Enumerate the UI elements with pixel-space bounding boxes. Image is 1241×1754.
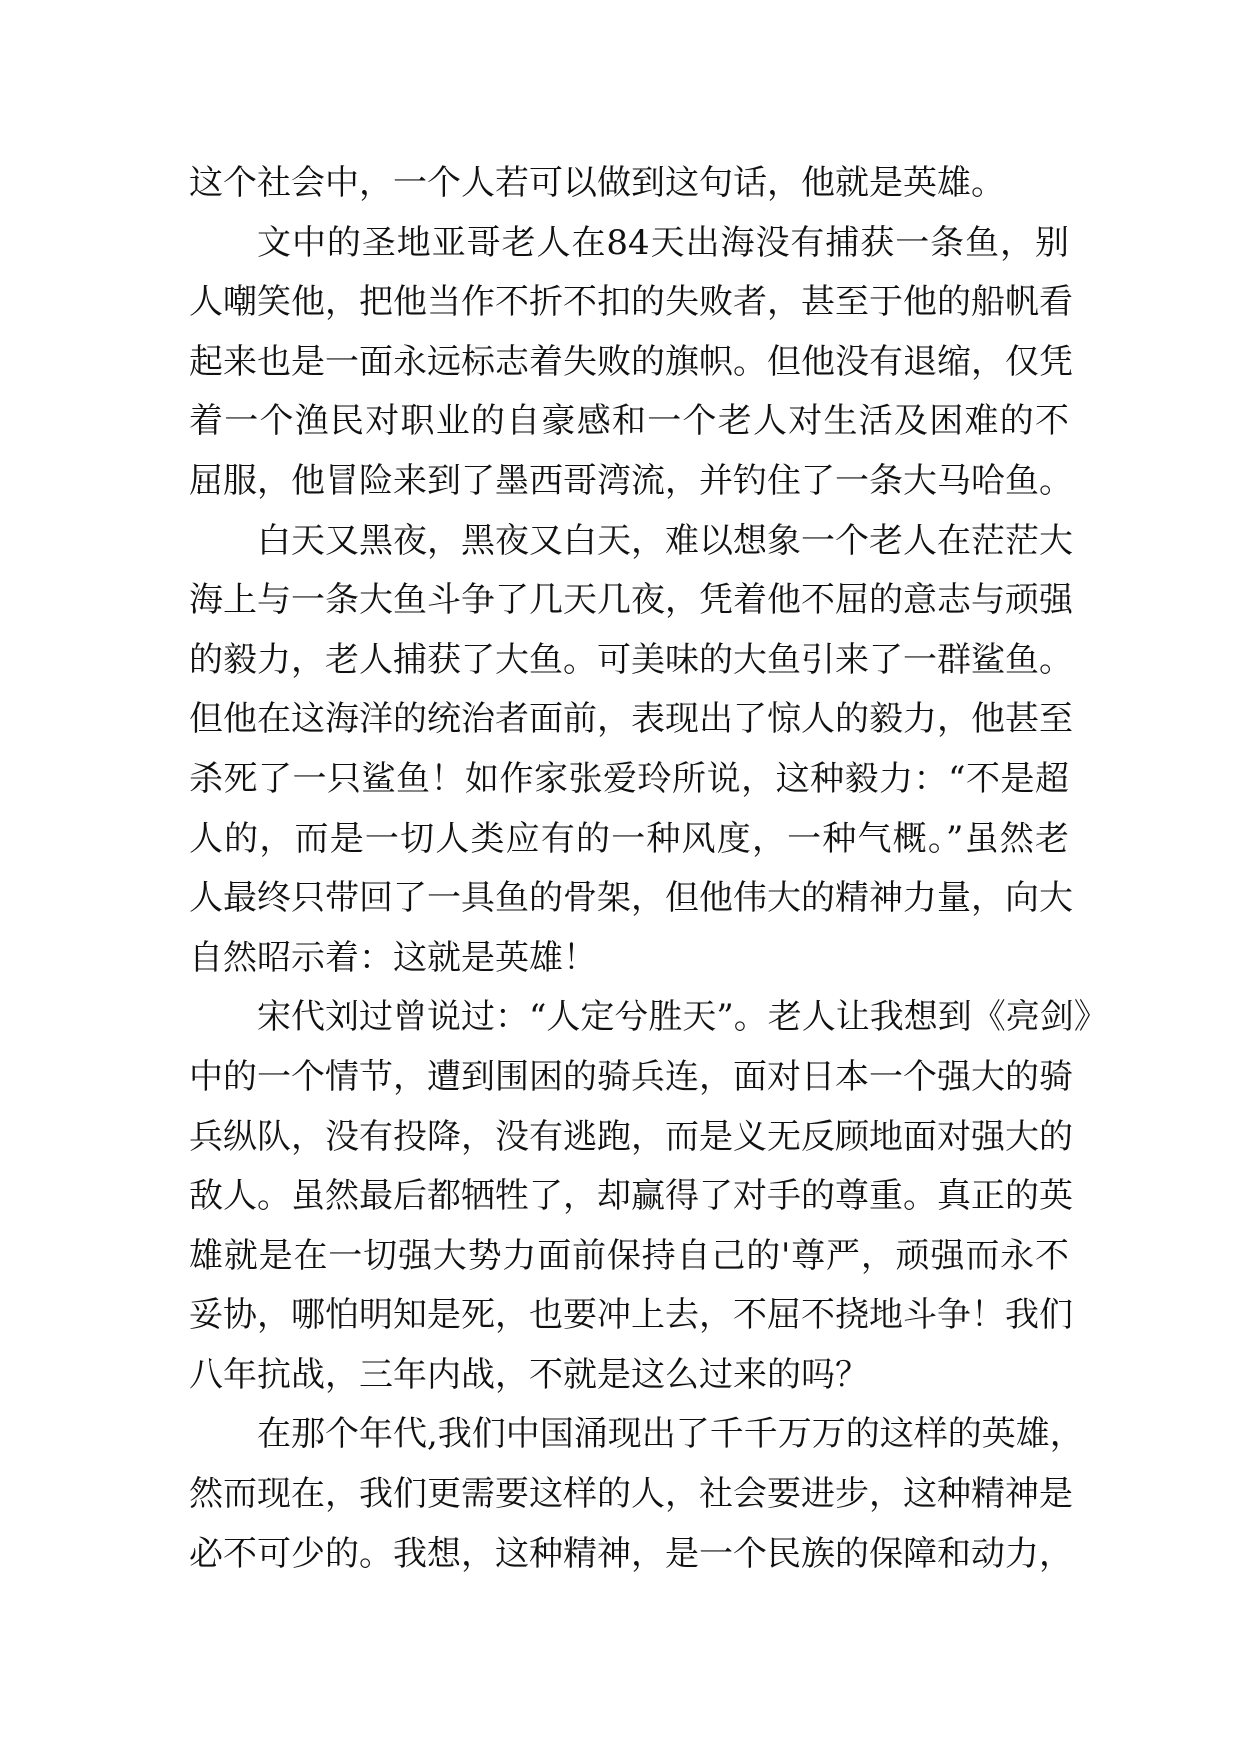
text-line: 着一个渔民对职业的自豪感和一个老人对生活及困难的不 — [189, 401, 1069, 442]
text-line: 但他在这海洋的统治者面前，表现出了惊人的毅力，他甚至 — [189, 699, 1073, 740]
text-line: 雄就是在一切强大势力面前保持自己的'尊严，顽强而永不 — [189, 1235, 1069, 1276]
text-line: 兵纵队，没有投降，没有逃跑，而是义无反顾地面对强大的 — [189, 1116, 1073, 1157]
text-line: 妥协，哪怕明知是死，也要冲上去，不屈不挠地斗争！我们 — [189, 1295, 1073, 1336]
text-line: 自然昭示着：这就是英雄！ — [189, 937, 597, 978]
text-line: 海上与一条大鱼斗争了几天几夜，凭着他不屈的意志与顽强 — [189, 580, 1073, 621]
text-line: 屈服，他冒险来到了墨西哥湾流，并钓住了一条大马哈鱼。 — [189, 460, 1073, 501]
text-line: 在那个年代,我们中国涌现出了千千万万的这样的英雄， — [257, 1414, 1084, 1455]
text-line: 白天又黑夜，黑夜又白天，难以想象一个老人在茫茫大 — [257, 520, 1073, 561]
text-line: 人的，而是一切人类应有的一种风度，一种气概。”虽然老 — [189, 818, 1069, 859]
text-line: 然而现在，我们更需要这样的人，社会要进步，这种精神是 — [189, 1474, 1073, 1515]
text-line: 起来也是一面永远标志着失败的旗帜。但他没有退缩，仅凭 — [189, 341, 1073, 382]
text-line: 的毅力，老人捕获了大鱼。可美味的大鱼引来了一群鲨鱼。 — [189, 639, 1073, 680]
text-line: 人嘲笑他，把他当作不折不扣的失败者，甚至于他的船帆看 — [189, 282, 1073, 323]
text-line: 必不可少的。我想，这种精神，是一个民族的保障和动力， — [189, 1533, 1073, 1574]
text-line: 杀死了一只鲨鱼！如作家张爱玲所说，这种毅力：“不是超 — [189, 758, 1069, 799]
text-line: 宋代刘过曾说过：“人定兮胜天”。老人让我想到《亮剑》 — [257, 997, 1108, 1038]
body-text — [189, 154, 1108, 1584]
text-line: 人最终只带回了一具鱼的骨架，但他伟大的精神力量，向大 — [189, 878, 1073, 919]
text-line: 这个社会中，一个人若可以做到这句话，他就是英雄。 — [189, 163, 1005, 203]
text-line: 敌人。虽然最后都牺牲了，却赢得了对手的尊重。真正的英 — [189, 1176, 1073, 1217]
text-line: 中的一个情节，遭到围困的骑兵连，面对日本一个强大的骑 — [189, 1056, 1073, 1097]
text-line: 文中的圣地亚哥老人在84天出海没有捕获一条鱼，别 — [257, 222, 1069, 263]
text-line: 八年抗战，三年内战，不就是这么过来的吗？ — [189, 1354, 869, 1395]
